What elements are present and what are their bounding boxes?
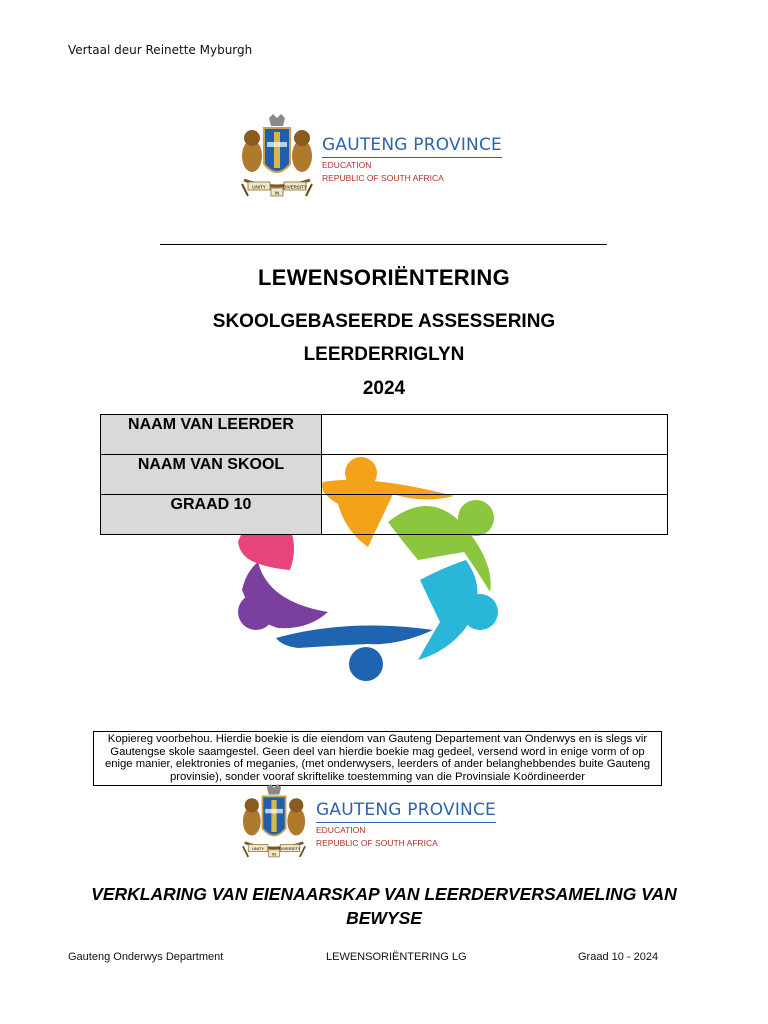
divider-line: [160, 244, 607, 245]
gauteng-logo-bottom: [238, 784, 496, 864]
motto-left: UNITY: [252, 184, 266, 190]
coat-of-arms-icon: [238, 114, 316, 204]
gauteng-logo-top: [238, 114, 502, 204]
school-name-label: NAAM VAN SKOOL: [101, 455, 322, 495]
grade-field[interactable]: [322, 495, 668, 535]
footer-grade: Graad 10 - 2024: [578, 951, 659, 963]
learner-info-table: [100, 414, 668, 535]
year-title: 2024: [362, 378, 406, 399]
footer-department: Gauteng Onderwys Department: [68, 951, 224, 963]
translator-credit: Vertaal deur Reinette Myburgh: [68, 43, 253, 57]
copyright-notice: Kopiereg voorbehou. Hierdie boekie is die eiendom van Gauteng Departement van Onderwys en is slegs vir Gautengse skole saamgestel. Geen deel van hierdie boekie mag gedeel, versend word in enige vorm of op enige manier, elektronies of meganies, (met onderwysers, leerders of ander belanghebbendes buite Gauteng provinsie), sonder vooraf skriftelike toestemming van die Provinsiale Koördineerder: [93, 731, 662, 786]
province-name: GAUTENG PROVINCE: [322, 135, 502, 158]
table-row: [101, 415, 668, 455]
table-row: [101, 495, 668, 535]
motto-mid: IN: [272, 851, 276, 857]
country-name: REPUBLIC OF SOUTH AFRICA: [316, 837, 438, 848]
declaration-heading: VERKLARING VAN EIENAARSKAP VAN LEERDERVERSAMELING VAN BEWYSE: [91, 884, 677, 928]
grade-label: GRAAD 10: [101, 495, 322, 535]
learner-name-field[interactable]: [322, 415, 668, 455]
logo-text: [322, 135, 502, 184]
subject-title: LEWENSORIËNTERING: [258, 265, 510, 290]
logo-text: [316, 800, 496, 849]
motto-right: DIVERSITY: [279, 846, 301, 852]
coat-of-arms-icon: [238, 784, 310, 864]
motto-mid: IN: [274, 190, 280, 196]
department-name: EDUCATION: [316, 824, 366, 835]
footer-subject: LEWENSORIËNTERING LG: [326, 951, 467, 963]
country-name: REPUBLIC OF SOUTH AFRICA: [322, 172, 444, 183]
school-name-field[interactable]: [322, 455, 668, 495]
department-name: EDUCATION: [322, 159, 372, 170]
motto-right: DIVERSITY: [283, 184, 307, 190]
motto-left: UNITY: [252, 846, 264, 852]
province-name: GAUTENG PROVINCE: [316, 800, 496, 823]
learner-name-label: NAAM VAN LEERDER: [101, 415, 322, 455]
guide-title: LEERDERRIGLYN: [303, 344, 465, 365]
table-row: [101, 455, 668, 495]
assessment-title: SKOOLGEBASEERDE ASSESSERING: [212, 311, 556, 332]
